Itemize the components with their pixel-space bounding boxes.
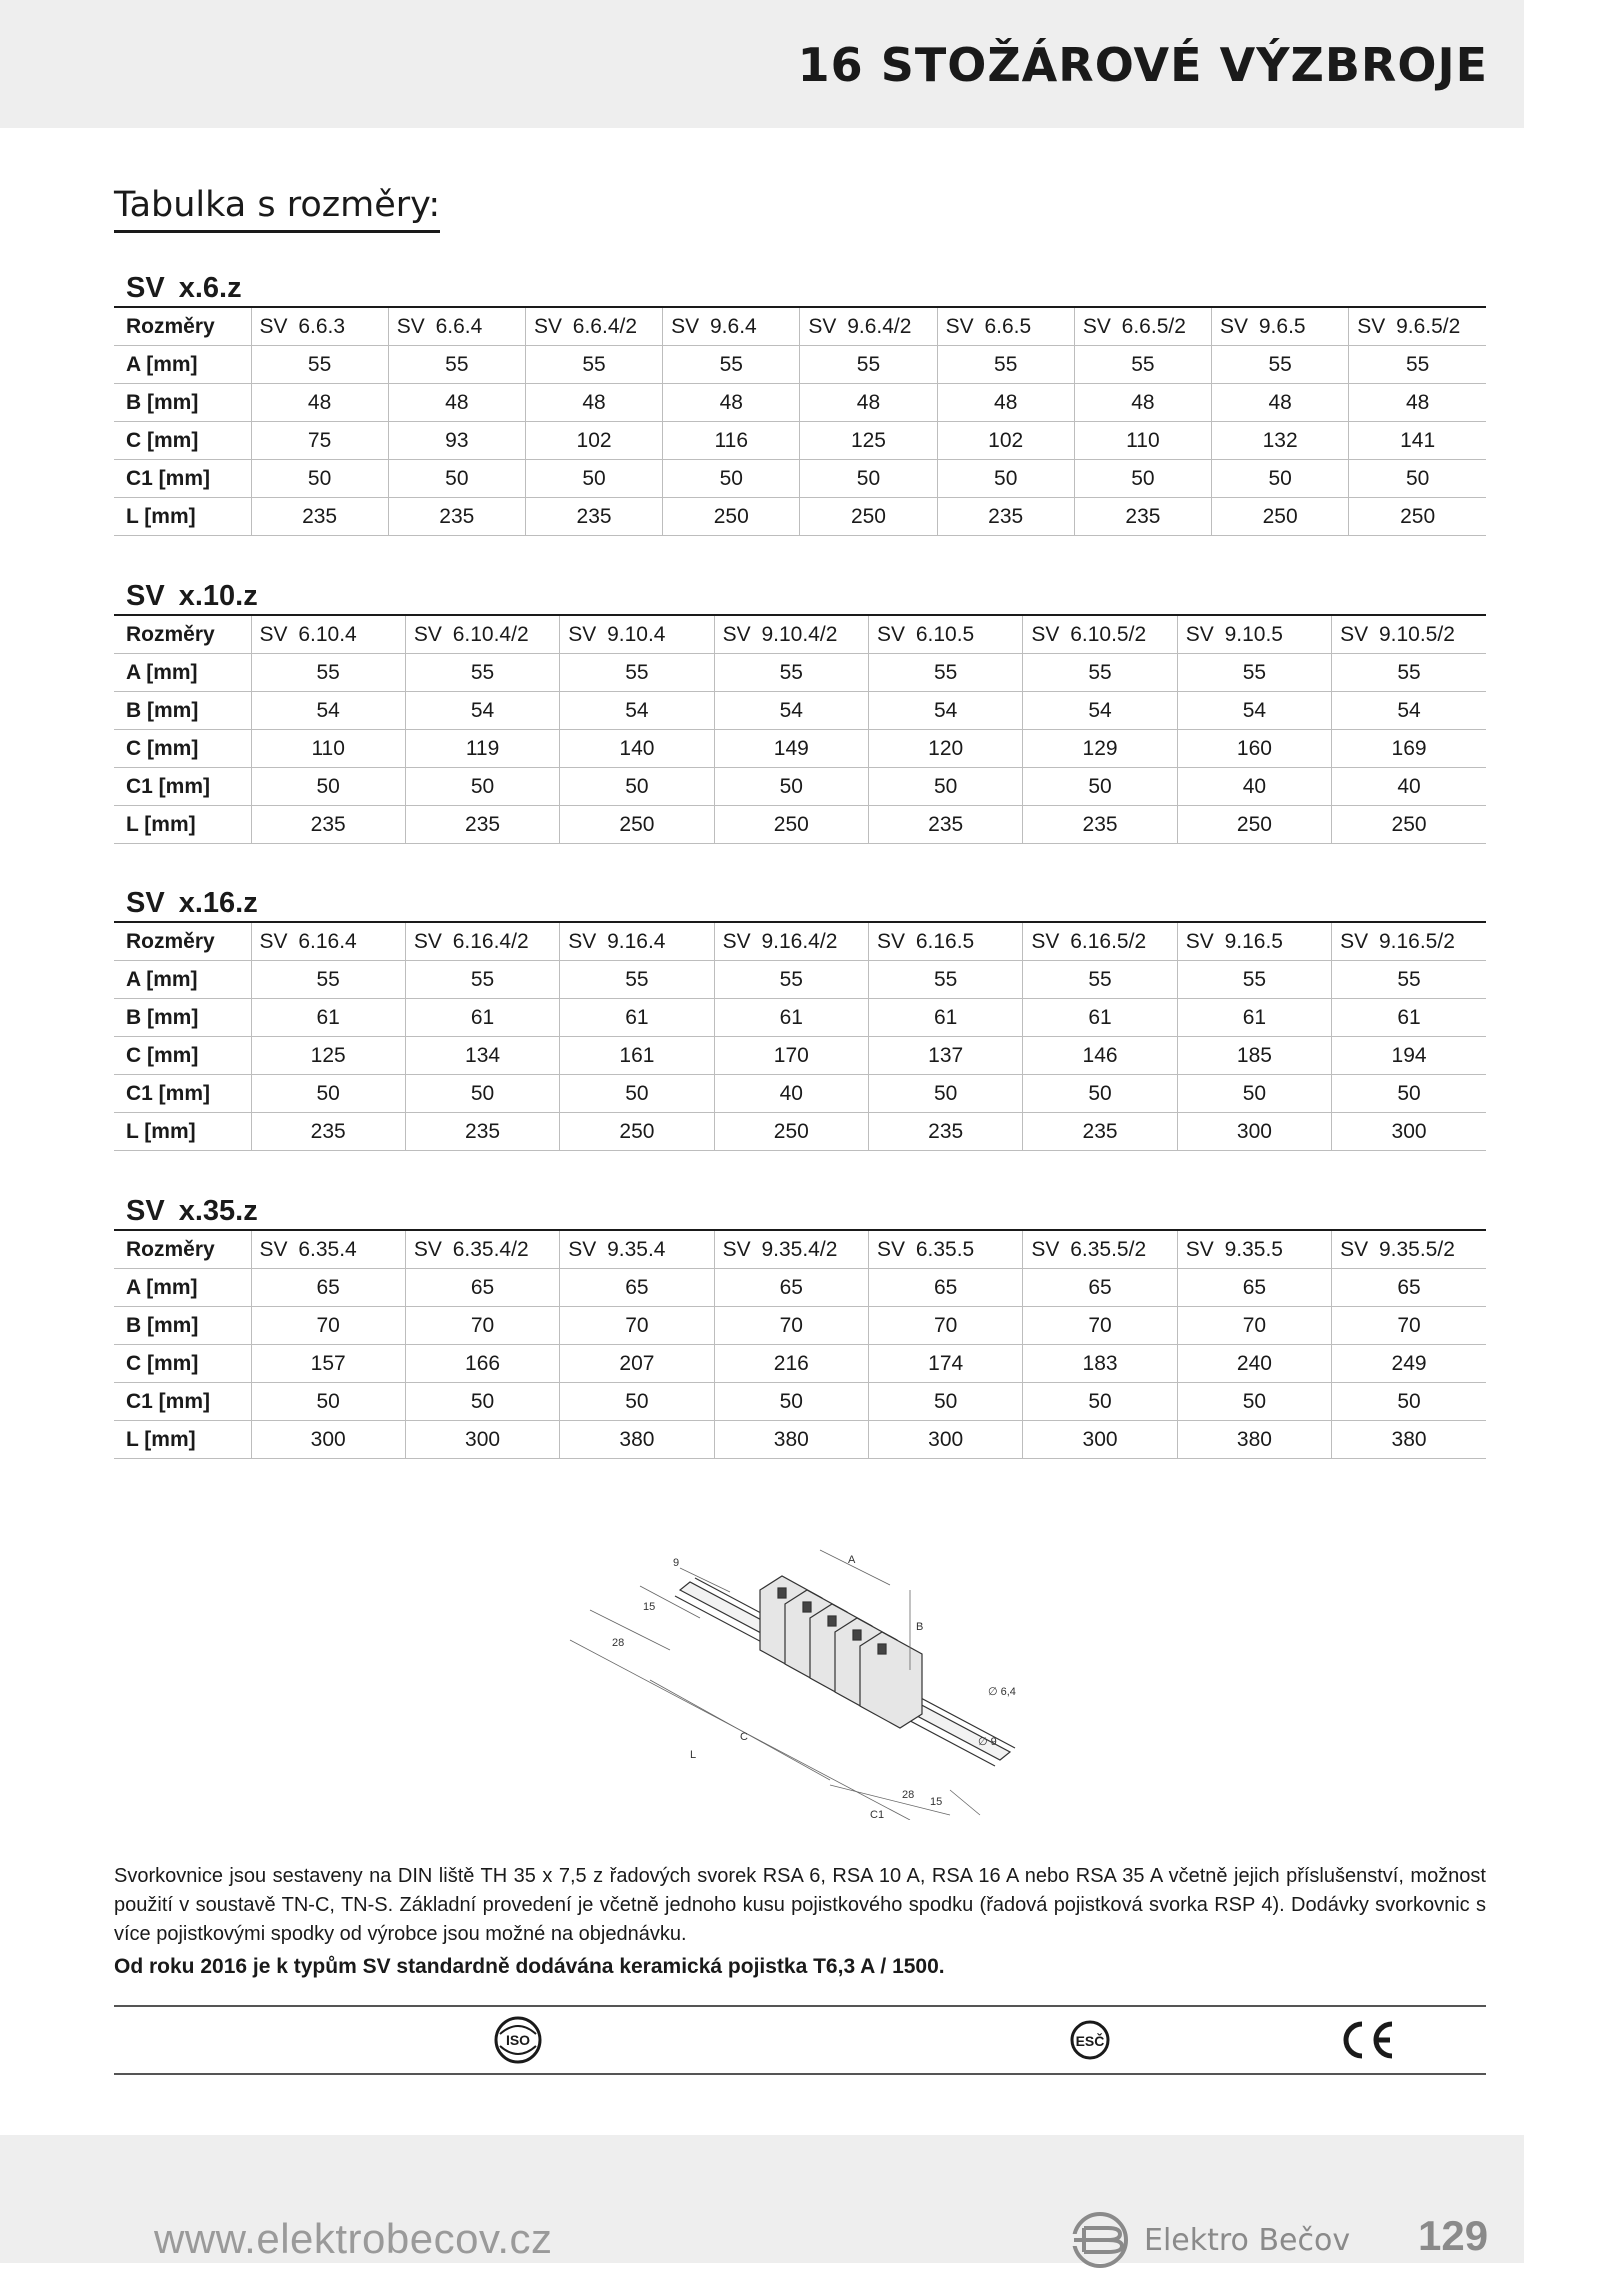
table-cell: 160 — [1177, 730, 1331, 768]
esc-icon — [1064, 2014, 1116, 2066]
table-cell: 55 — [1023, 654, 1177, 692]
dimension-table — [114, 923, 1486, 1151]
table-cell: 61 — [251, 999, 405, 1037]
dim-a-label: A — [848, 1554, 856, 1566]
dimension-table-block — [114, 578, 1486, 844]
table-cell: 194 — [1332, 1037, 1486, 1075]
table-cell: 235 — [405, 1113, 559, 1151]
table-cell: 174 — [869, 1345, 1023, 1383]
table-cell: 55 — [405, 961, 559, 999]
table-cell: 169 — [1332, 730, 1486, 768]
dim-28-label: 28 — [612, 1637, 625, 1649]
table-row — [114, 692, 1486, 730]
table-cell: 65 — [1332, 1269, 1486, 1307]
table-cell: 54 — [1177, 692, 1331, 730]
terminal-block-diagram — [530, 1530, 1090, 1820]
table-cell: 54 — [869, 692, 1023, 730]
table-cell: 54 — [714, 692, 868, 730]
dimension-table — [114, 308, 1486, 536]
table-cell: 54 — [251, 692, 405, 730]
table-cell: 250 — [560, 1113, 714, 1151]
table-cell: 70 — [251, 1307, 405, 1345]
table-row — [114, 1075, 1486, 1113]
table-cell: 50 — [388, 460, 525, 498]
table-cell: 70 — [1177, 1307, 1331, 1345]
column-header: SV 9.35.4/2 — [714, 1231, 868, 1269]
table-cell: 50 — [1332, 1383, 1486, 1421]
table-cell: 170 — [714, 1037, 868, 1075]
svg-text:ISO: ISO — [505, 2032, 531, 2048]
table-cell: 70 — [1023, 1307, 1177, 1345]
table-cell: 50 — [251, 460, 388, 498]
dim-15b-label: 15 — [930, 1796, 943, 1808]
row-label: A [mm] — [114, 654, 251, 692]
table-cell: 40 — [1177, 768, 1331, 806]
table-row — [114, 498, 1486, 536]
table-cell: 70 — [869, 1307, 1023, 1345]
table-cell: 300 — [1332, 1113, 1486, 1151]
table-cell: 300 — [251, 1421, 405, 1459]
description-text: Svorkovnice jsou sestaveny na DIN liště TH 35 x 7,5 z řadových svorek RSA 6, RSA 10 A, RSA 16 A nebo RSA 35 A včetně jejich příslušenství, možnost použití v soustavě TN-C, TN-S. Základní provedení je včetně jednoho kusu pojistkového spodku (řadová pojistková svorka RSP 4). Dodávky svorkovnic s více pojistkovými spodky od výrobce jsou možné na objednávku. — [114, 1865, 1486, 1945]
column-header: SV 9.16.5/2 — [1332, 923, 1486, 961]
column-header: SV 9.6.5/2 — [1349, 308, 1486, 346]
table-cell: 125 — [251, 1037, 405, 1075]
table-cell: 55 — [1074, 346, 1211, 384]
table-cell: 65 — [251, 1269, 405, 1307]
table-cell: 50 — [1177, 1383, 1331, 1421]
table-cell: 235 — [1023, 806, 1177, 844]
table-title: SV x.6.z — [114, 270, 1486, 308]
dim-9-label: 9 — [673, 1557, 680, 1569]
table-cell: 50 — [663, 460, 800, 498]
table-row — [114, 1421, 1486, 1459]
row-label: L [mm] — [114, 1421, 251, 1459]
table-row — [114, 1269, 1486, 1307]
table-cell: 120 — [869, 730, 1023, 768]
table-cell: 55 — [560, 654, 714, 692]
table-cell: 140 — [560, 730, 714, 768]
column-header: SV 9.16.4/2 — [714, 923, 868, 961]
table-cell: 207 — [560, 1345, 714, 1383]
table-cell: 116 — [663, 422, 800, 460]
table-row — [114, 730, 1486, 768]
column-header: SV 9.10.5/2 — [1332, 616, 1486, 654]
row-label: B [mm] — [114, 999, 251, 1037]
table-row — [114, 1037, 1486, 1075]
dim-phi64-label: ∅ 6,4 — [988, 1686, 1016, 1698]
table-cell: 380 — [714, 1421, 868, 1459]
table-cell: 250 — [1349, 498, 1486, 536]
table-cell: 54 — [405, 692, 559, 730]
table-cell: 50 — [1023, 1383, 1177, 1421]
table-cell: 61 — [405, 999, 559, 1037]
table-cell: 235 — [251, 498, 388, 536]
table-title: SV x.35.z — [114, 1193, 1486, 1231]
row-label: C1 [mm] — [114, 1075, 251, 1113]
table-cell: 55 — [525, 346, 662, 384]
table-cell: 235 — [251, 1113, 405, 1151]
column-header: SV 6.16.5 — [869, 923, 1023, 961]
row-header-label: Rozměry — [114, 1231, 251, 1269]
table-cell: 50 — [251, 1075, 405, 1113]
table-cell: 132 — [1212, 422, 1349, 460]
table-cell: 50 — [405, 1383, 559, 1421]
table-cell: 235 — [869, 1113, 1023, 1151]
table-cell: 55 — [937, 346, 1074, 384]
table-cell: 235 — [251, 806, 405, 844]
dim-c-label: C — [740, 1731, 748, 1743]
table-cell: 48 — [388, 384, 525, 422]
table-cell: 50 — [560, 1075, 714, 1113]
table-row — [114, 1113, 1486, 1151]
column-header: SV 9.35.4 — [560, 1231, 714, 1269]
row-label: A [mm] — [114, 961, 251, 999]
brand — [1070, 2210, 1350, 2270]
row-label: L [mm] — [114, 498, 251, 536]
table-cell: 50 — [1349, 460, 1486, 498]
table-cell: 110 — [251, 730, 405, 768]
table-cell: 61 — [1332, 999, 1486, 1037]
table-cell: 185 — [1177, 1037, 1331, 1075]
fuse-note: Od roku 2016 je k typům SV standardně dodávána keramická pojistka T6,3 A / 1500. — [114, 1955, 945, 1978]
table-cell: 50 — [251, 1383, 405, 1421]
table-cell: 146 — [1023, 1037, 1177, 1075]
table-cell: 65 — [560, 1269, 714, 1307]
column-header: SV 9.16.5 — [1177, 923, 1331, 961]
table-row — [114, 1345, 1486, 1383]
table-row — [114, 1383, 1486, 1421]
dimension-table-block — [114, 885, 1486, 1151]
table-cell: 55 — [560, 961, 714, 999]
column-header: SV 6.35.5/2 — [1023, 1231, 1177, 1269]
table-cell: 61 — [1177, 999, 1331, 1037]
dimension-table-block — [114, 1193, 1486, 1459]
table-cell: 70 — [405, 1307, 559, 1345]
column-header: SV 6.10.4 — [251, 616, 405, 654]
din-rail-terminal-block-drawing — [570, 1550, 1015, 1820]
table-cell: 48 — [800, 384, 937, 422]
table-cell: 55 — [1177, 654, 1331, 692]
table-cell: 54 — [1023, 692, 1177, 730]
column-header: SV 9.6.4/2 — [800, 308, 937, 346]
row-header-label: Rozměry — [114, 616, 251, 654]
row-header-label: Rozměry — [114, 923, 251, 961]
row-label: C [mm] — [114, 1345, 251, 1383]
table-cell: 50 — [560, 1383, 714, 1421]
eb-logo-icon — [1070, 2210, 1136, 2270]
table-cell: 70 — [560, 1307, 714, 1345]
column-header: SV 9.16.4 — [560, 923, 714, 961]
table-cell: 55 — [663, 346, 800, 384]
table-cell: 50 — [869, 768, 1023, 806]
row-label: A [mm] — [114, 1269, 251, 1307]
table-row — [114, 346, 1486, 384]
table-cell: 250 — [560, 806, 714, 844]
iso-icon — [492, 2014, 544, 2066]
table-cell: 61 — [714, 999, 868, 1037]
table-cell: 250 — [714, 806, 868, 844]
column-header: SV 6.16.4 — [251, 923, 405, 961]
table-cell: 50 — [560, 768, 714, 806]
table-cell: 141 — [1349, 422, 1486, 460]
table-cell: 250 — [663, 498, 800, 536]
table-cell: 48 — [1349, 384, 1486, 422]
table-cell: 157 — [251, 1345, 405, 1383]
dimension-table-block — [114, 270, 1486, 536]
table-cell: 55 — [251, 961, 405, 999]
table-cell: 50 — [714, 1383, 868, 1421]
table-cell: 380 — [560, 1421, 714, 1459]
column-header: SV 6.6.5 — [937, 308, 1074, 346]
table-cell: 50 — [405, 768, 559, 806]
column-header: SV 6.6.4/2 — [525, 308, 662, 346]
table-row — [114, 460, 1486, 498]
table-cell: 235 — [525, 498, 662, 536]
svg-text:ESČ: ESČ — [1075, 2033, 1105, 2049]
row-label: B [mm] — [114, 384, 251, 422]
table-cell: 55 — [714, 961, 868, 999]
table-cell: 55 — [1332, 961, 1486, 999]
table-cell: 235 — [405, 806, 559, 844]
dim-l-label: L — [690, 1749, 697, 1761]
column-header: SV 6.6.4 — [388, 308, 525, 346]
table-cell: 300 — [405, 1421, 559, 1459]
table-cell: 50 — [405, 1075, 559, 1113]
table-cell: 54 — [1332, 692, 1486, 730]
row-label: L [mm] — [114, 1113, 251, 1151]
table-cell: 110 — [1074, 422, 1211, 460]
dimension-table — [114, 1231, 1486, 1459]
table-cell: 250 — [1332, 806, 1486, 844]
row-label: C1 [mm] — [114, 768, 251, 806]
table-cell: 249 — [1332, 1345, 1486, 1383]
table-cell: 216 — [714, 1345, 868, 1383]
table-cell: 250 — [800, 498, 937, 536]
column-header: SV 6.16.5/2 — [1023, 923, 1177, 961]
page-number: 129 — [1418, 2212, 1489, 2259]
table-cell: 50 — [937, 460, 1074, 498]
table-cell: 55 — [800, 346, 937, 384]
column-header: SV 6.10.4/2 — [405, 616, 559, 654]
column-header: SV 9.10.5 — [1177, 616, 1331, 654]
section-title: Tabulka s rozměry: — [114, 183, 440, 233]
table-cell: 70 — [1332, 1307, 1486, 1345]
certification-bar — [114, 2005, 1486, 2075]
table-cell: 48 — [937, 384, 1074, 422]
table-cell: 61 — [560, 999, 714, 1037]
table-cell: 50 — [869, 1383, 1023, 1421]
row-label: A [mm] — [114, 346, 251, 384]
column-header: SV 6.6.3 — [251, 308, 388, 346]
table-cell: 70 — [714, 1307, 868, 1345]
table-cell: 166 — [405, 1345, 559, 1383]
table-cell: 48 — [251, 384, 388, 422]
table-cell: 40 — [1332, 768, 1486, 806]
table-cell: 50 — [869, 1075, 1023, 1113]
table-row — [114, 384, 1486, 422]
table-cell: 183 — [1023, 1345, 1177, 1383]
table-row — [114, 999, 1486, 1037]
table-cell: 50 — [1332, 1075, 1486, 1113]
table-cell: 54 — [560, 692, 714, 730]
table-header-row — [114, 308, 1486, 346]
table-cell: 65 — [405, 1269, 559, 1307]
table-cell: 134 — [405, 1037, 559, 1075]
table-cell: 380 — [1177, 1421, 1331, 1459]
column-header: SV 9.6.4 — [663, 308, 800, 346]
website-link[interactable]: www.elektrobecov.cz — [154, 2215, 553, 2262]
table-cell: 55 — [1023, 961, 1177, 999]
row-label: C1 [mm] — [114, 460, 251, 498]
table-cell: 55 — [869, 961, 1023, 999]
chapter-title: 16 STOŽÁROVÉ VÝZBROJE — [797, 38, 1488, 92]
brand-name: Elektro Bečov — [1144, 2222, 1351, 2258]
table-header-row — [114, 1231, 1486, 1269]
column-header: SV 9.35.5/2 — [1332, 1231, 1486, 1269]
table-cell: 250 — [1177, 806, 1331, 844]
table-cell: 55 — [405, 654, 559, 692]
table-cell: 50 — [800, 460, 937, 498]
table-cell: 250 — [714, 1113, 868, 1151]
table-row — [114, 1307, 1486, 1345]
table-cell: 55 — [1349, 346, 1486, 384]
column-header: SV 6.35.5 — [869, 1231, 1023, 1269]
table-cell: 75 — [251, 422, 388, 460]
table-cell: 161 — [560, 1037, 714, 1075]
column-header: SV 6.6.5/2 — [1074, 308, 1211, 346]
table-title: SV x.10.z — [114, 578, 1486, 616]
table-cell: 250 — [1212, 498, 1349, 536]
table-cell: 48 — [1074, 384, 1211, 422]
column-header: SV 6.35.4/2 — [405, 1231, 559, 1269]
table-cell: 235 — [388, 498, 525, 536]
table-cell: 55 — [251, 654, 405, 692]
table-cell: 129 — [1023, 730, 1177, 768]
table-cell: 119 — [405, 730, 559, 768]
row-label: C [mm] — [114, 1037, 251, 1075]
table-cell: 55 — [869, 654, 1023, 692]
table-cell: 102 — [525, 422, 662, 460]
table-cell: 125 — [800, 422, 937, 460]
table-header-row — [114, 616, 1486, 654]
dim-b-label: B — [916, 1621, 924, 1633]
table-cell: 55 — [714, 654, 868, 692]
table-cell: 50 — [525, 460, 662, 498]
row-label: B [mm] — [114, 692, 251, 730]
table-cell: 50 — [1074, 460, 1211, 498]
table-cell: 40 — [714, 1075, 868, 1113]
table-cell: 50 — [1023, 1075, 1177, 1113]
table-cell: 235 — [937, 498, 1074, 536]
dim-c1-label: C1 — [870, 1809, 885, 1820]
dim-28b-label: 28 — [902, 1789, 915, 1801]
table-row — [114, 768, 1486, 806]
table-cell: 65 — [1177, 1269, 1331, 1307]
column-header: SV 6.16.4/2 — [405, 923, 559, 961]
column-header: SV 9.6.5 — [1212, 308, 1349, 346]
row-label: C1 [mm] — [114, 1383, 251, 1421]
column-header: SV 6.10.5 — [869, 616, 1023, 654]
table-cell: 50 — [1023, 768, 1177, 806]
table-cell: 48 — [525, 384, 662, 422]
table-cell: 235 — [1023, 1113, 1177, 1151]
table-cell: 240 — [1177, 1345, 1331, 1383]
table-cell: 50 — [1212, 460, 1349, 498]
row-label: C [mm] — [114, 422, 251, 460]
table-cell: 50 — [1177, 1075, 1331, 1113]
table-cell: 102 — [937, 422, 1074, 460]
table-cell: 300 — [869, 1421, 1023, 1459]
table-cell: 61 — [1023, 999, 1177, 1037]
table-cell: 55 — [1212, 346, 1349, 384]
dim-phi9-label: ∅ 9 — [978, 1736, 997, 1748]
table-cell: 93 — [388, 422, 525, 460]
table-cell: 50 — [251, 768, 405, 806]
column-header: SV 6.35.4 — [251, 1231, 405, 1269]
table-cell: 65 — [714, 1269, 868, 1307]
table-row — [114, 806, 1486, 844]
table-cell: 65 — [1023, 1269, 1177, 1307]
table-row — [114, 654, 1486, 692]
row-label: C [mm] — [114, 730, 251, 768]
dim-15-label: 15 — [643, 1601, 656, 1613]
table-cell: 55 — [1177, 961, 1331, 999]
table-row — [114, 422, 1486, 460]
column-header: SV 9.35.5 — [1177, 1231, 1331, 1269]
table-cell: 55 — [1332, 654, 1486, 692]
table-cell: 235 — [869, 806, 1023, 844]
table-cell: 137 — [869, 1037, 1023, 1075]
table-cell: 380 — [1332, 1421, 1486, 1459]
table-row — [114, 961, 1486, 999]
table-cell: 50 — [714, 768, 868, 806]
table-cell: 48 — [663, 384, 800, 422]
row-label: L [mm] — [114, 806, 251, 844]
table-cell: 55 — [251, 346, 388, 384]
table-cell: 48 — [1212, 384, 1349, 422]
table-cell: 55 — [388, 346, 525, 384]
table-cell: 300 — [1177, 1113, 1331, 1151]
table-cell: 149 — [714, 730, 868, 768]
column-header: SV 9.10.4 — [560, 616, 714, 654]
table-cell: 65 — [869, 1269, 1023, 1307]
dimension-table — [114, 616, 1486, 844]
table-title: SV x.16.z — [114, 885, 1486, 923]
column-header: SV 9.10.4/2 — [714, 616, 868, 654]
table-header-row — [114, 923, 1486, 961]
row-header-label: Rozměry — [114, 308, 251, 346]
ce-mark-icon — [1334, 2014, 1400, 2066]
table-cell: 61 — [869, 999, 1023, 1037]
table-cell: 300 — [1023, 1421, 1177, 1459]
table-cell: 235 — [1074, 498, 1211, 536]
row-label: B [mm] — [114, 1307, 251, 1345]
column-header: SV 6.10.5/2 — [1023, 616, 1177, 654]
